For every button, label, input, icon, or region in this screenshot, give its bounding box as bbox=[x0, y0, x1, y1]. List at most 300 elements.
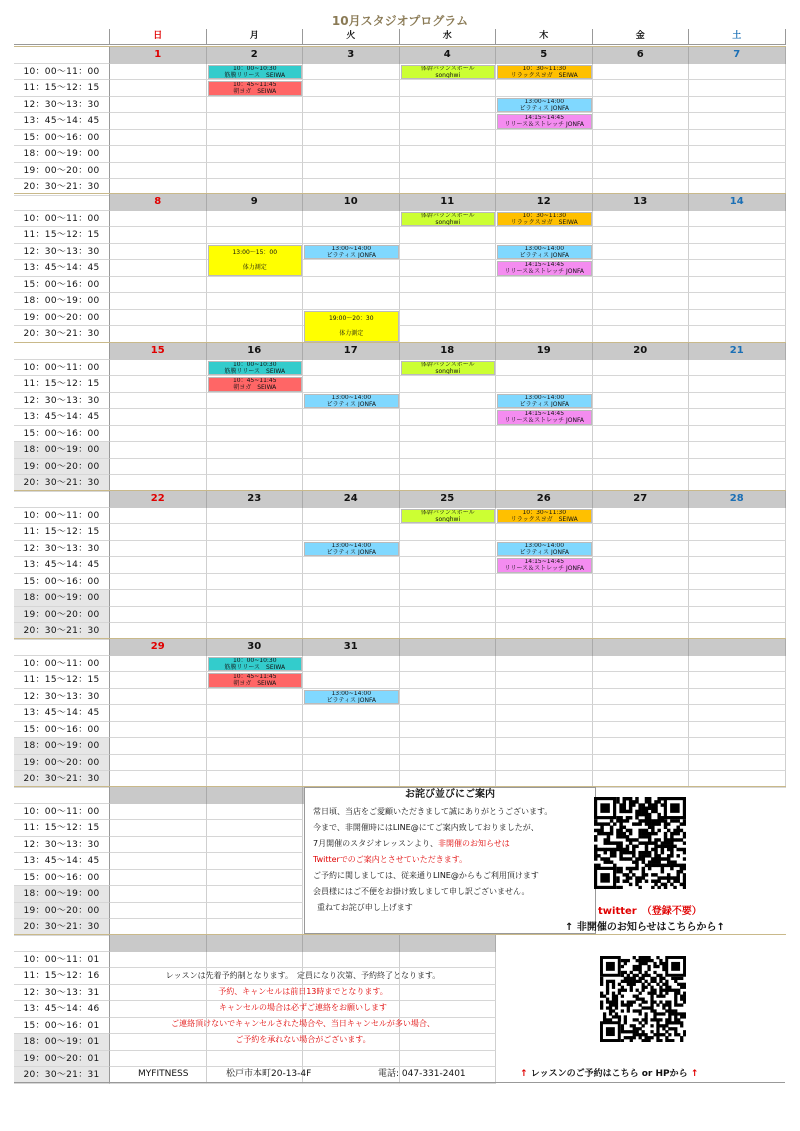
schedule-cell[interactable] bbox=[110, 113, 207, 130]
schedule-cell[interactable] bbox=[689, 227, 786, 244]
schedule-cell[interactable] bbox=[110, 557, 207, 574]
schedule-cell[interactable] bbox=[593, 755, 690, 772]
schedule-cell[interactable] bbox=[110, 80, 207, 97]
time-slot-label: 11：15～12：15 bbox=[14, 820, 110, 837]
schedule-cell[interactable] bbox=[303, 459, 400, 476]
event-line: 13:00~14:00 bbox=[524, 244, 565, 252]
schedule-cell[interactable] bbox=[496, 755, 593, 772]
schedule-cell[interactable] bbox=[400, 260, 497, 277]
schedule-cell[interactable] bbox=[400, 952, 497, 969]
class-event[interactable] bbox=[497, 558, 592, 573]
schedule-cell[interactable] bbox=[303, 97, 400, 114]
schedule-cell[interactable] bbox=[207, 442, 304, 459]
schedule-cell[interactable] bbox=[593, 393, 690, 410]
schedule-cell[interactable] bbox=[110, 508, 207, 525]
schedule-cell[interactable] bbox=[689, 146, 786, 163]
schedule-cell[interactable] bbox=[689, 310, 786, 327]
class-event[interactable] bbox=[497, 114, 592, 129]
schedule-cell[interactable] bbox=[303, 260, 400, 277]
schedule-cell[interactable] bbox=[303, 293, 400, 310]
schedule-cell[interactable] bbox=[593, 409, 690, 426]
schedule-cell[interactable] bbox=[110, 870, 207, 887]
class-event[interactable] bbox=[401, 65, 496, 80]
schedule-cell[interactable] bbox=[400, 755, 497, 772]
schedule-cell[interactable] bbox=[593, 277, 690, 294]
schedule-cell[interactable] bbox=[110, 722, 207, 739]
class-event[interactable] bbox=[208, 657, 303, 672]
schedule-cell[interactable] bbox=[496, 656, 593, 673]
schedule-cell[interactable] bbox=[110, 672, 207, 689]
schedule-cell[interactable] bbox=[593, 574, 690, 591]
schedule-cell[interactable] bbox=[110, 376, 207, 393]
schedule-cell[interactable] bbox=[593, 524, 690, 541]
date-cell: 31 bbox=[303, 639, 400, 656]
schedule-cell[interactable] bbox=[400, 227, 497, 244]
schedule-cell[interactable] bbox=[207, 211, 304, 228]
schedule-cell[interactable] bbox=[689, 376, 786, 393]
schedule-cell[interactable] bbox=[207, 1051, 304, 1068]
time-header-blank bbox=[14, 787, 110, 804]
schedule-cell[interactable] bbox=[303, 442, 400, 459]
schedule-cell[interactable] bbox=[207, 722, 304, 739]
schedule-cell[interactable] bbox=[496, 360, 593, 377]
class-event[interactable] bbox=[497, 65, 592, 80]
schedule-cell[interactable] bbox=[689, 755, 786, 772]
event-line: 朝ヨガ SEIWA bbox=[233, 680, 277, 688]
schedule-cell[interactable] bbox=[207, 804, 304, 821]
schedule-cell[interactable] bbox=[400, 689, 497, 706]
schedule-cell[interactable] bbox=[207, 293, 304, 310]
schedule-cell[interactable] bbox=[689, 590, 786, 607]
event-line: リリース＆ストレッチ JONFA bbox=[504, 121, 585, 129]
schedule-cell[interactable] bbox=[207, 557, 304, 574]
time-slot-label: 10：00～11：00 bbox=[14, 656, 110, 673]
event-line: songhwi bbox=[435, 218, 461, 226]
schedule-cell[interactable] bbox=[689, 508, 786, 525]
schedule-cell[interactable] bbox=[496, 426, 593, 443]
schedule-cell[interactable] bbox=[689, 738, 786, 755]
schedule-cell[interactable] bbox=[207, 459, 304, 476]
date-cell: 6 bbox=[593, 47, 690, 64]
schedule-cell[interactable] bbox=[689, 113, 786, 130]
schedule-cell[interactable] bbox=[303, 722, 400, 739]
schedule-cell[interactable] bbox=[110, 574, 207, 591]
schedule-cell[interactable] bbox=[207, 310, 304, 327]
event-line: ピラティス JONFA bbox=[519, 104, 569, 112]
schedule-cell[interactable] bbox=[110, 853, 207, 870]
class-event[interactable] bbox=[208, 65, 303, 80]
schedule-cell[interactable] bbox=[207, 903, 304, 920]
schedule-cell[interactable] bbox=[593, 426, 690, 443]
schedule-cell[interactable] bbox=[110, 393, 207, 410]
schedule-cell[interactable] bbox=[496, 293, 593, 310]
schedule-cell[interactable] bbox=[593, 557, 690, 574]
schedule-cell[interactable] bbox=[207, 853, 304, 870]
schedule-cell[interactable] bbox=[303, 130, 400, 147]
schedule-cell[interactable] bbox=[110, 738, 207, 755]
schedule-cell[interactable] bbox=[689, 672, 786, 689]
schedule-cell[interactable] bbox=[593, 607, 690, 624]
date-cell bbox=[689, 639, 786, 656]
schedule-cell[interactable] bbox=[110, 426, 207, 443]
schedule-cell[interactable] bbox=[110, 326, 207, 343]
rule-line-3: キャンセルの場合は必ずご連絡をお願いします bbox=[219, 1003, 387, 1012]
class-event[interactable] bbox=[208, 361, 303, 376]
schedule-cell[interactable] bbox=[303, 113, 400, 130]
schedule-cell[interactable] bbox=[689, 211, 786, 228]
schedule-cell[interactable] bbox=[593, 672, 690, 689]
schedule-cell[interactable] bbox=[400, 524, 497, 541]
schedule-cell[interactable] bbox=[207, 738, 304, 755]
schedule-cell[interactable] bbox=[303, 409, 400, 426]
schedule-cell[interactable] bbox=[593, 689, 690, 706]
schedule-cell[interactable] bbox=[496, 376, 593, 393]
schedule-cell[interactable] bbox=[110, 310, 207, 327]
schedule-cell[interactable] bbox=[689, 244, 786, 261]
schedule-cell[interactable] bbox=[400, 409, 497, 426]
schedule-cell[interactable] bbox=[110, 64, 207, 81]
schedule-cell[interactable] bbox=[400, 376, 497, 393]
schedule-cell[interactable] bbox=[496, 442, 593, 459]
schedule-cell[interactable] bbox=[303, 277, 400, 294]
schedule-cell[interactable] bbox=[110, 820, 207, 837]
schedule-cell[interactable] bbox=[207, 886, 304, 903]
schedule-cell[interactable] bbox=[303, 1051, 400, 1068]
class-event[interactable] bbox=[497, 212, 592, 227]
schedule-cell[interactable] bbox=[110, 163, 207, 180]
schedule-cell[interactable] bbox=[593, 293, 690, 310]
schedule-cell[interactable] bbox=[207, 393, 304, 410]
event-line: 13:00～15：00 bbox=[232, 249, 278, 257]
schedule-cell[interactable] bbox=[207, 705, 304, 722]
schedule-cell[interactable] bbox=[207, 607, 304, 624]
rule-line-2: 予約、キャンセルは前日13時までとなります。 bbox=[218, 987, 388, 996]
schedule-cell[interactable] bbox=[207, 163, 304, 180]
schedule-cell[interactable] bbox=[593, 113, 690, 130]
schedule-cell[interactable] bbox=[400, 738, 497, 755]
schedule-cell[interactable] bbox=[400, 672, 497, 689]
schedule-cell[interactable] bbox=[496, 277, 593, 294]
twitter-qr-code[interactable] bbox=[594, 797, 686, 889]
schedule-cell[interactable] bbox=[496, 227, 593, 244]
schedule-cell[interactable] bbox=[689, 459, 786, 476]
schedule-cell[interactable] bbox=[110, 689, 207, 706]
reservation-qr-code[interactable] bbox=[600, 956, 686, 1042]
schedule-cell[interactable] bbox=[593, 310, 690, 327]
class-event[interactable] bbox=[401, 361, 496, 376]
schedule-cell[interactable] bbox=[400, 574, 497, 591]
schedule-cell[interactable] bbox=[593, 360, 690, 377]
notice-line-part: Twitterでのご案内とさせていただきます。 bbox=[313, 855, 468, 864]
schedule-cell[interactable] bbox=[207, 541, 304, 558]
schedule-cell[interactable] bbox=[689, 574, 786, 591]
schedule-cell[interactable] bbox=[303, 738, 400, 755]
time-slot-label: 10：00～11：01 bbox=[14, 952, 110, 969]
schedule-cell[interactable] bbox=[593, 656, 690, 673]
schedule-cell[interactable] bbox=[303, 227, 400, 244]
schedule-cell[interactable] bbox=[303, 952, 400, 969]
schedule-cell[interactable] bbox=[593, 227, 690, 244]
schedule-cell[interactable] bbox=[593, 260, 690, 277]
schedule-cell[interactable] bbox=[303, 360, 400, 377]
schedule-cell[interactable] bbox=[496, 130, 593, 147]
schedule-cell[interactable] bbox=[689, 80, 786, 97]
schedule-cell[interactable] bbox=[303, 574, 400, 591]
schedule-cell[interactable] bbox=[593, 722, 690, 739]
schedule-cell[interactable] bbox=[110, 227, 207, 244]
schedule-cell[interactable] bbox=[207, 755, 304, 772]
schedule-cell[interactable] bbox=[400, 146, 497, 163]
schedule-cell[interactable] bbox=[593, 64, 690, 81]
schedule-cell[interactable] bbox=[689, 705, 786, 722]
schedule-cell[interactable] bbox=[496, 689, 593, 706]
class-event[interactable] bbox=[497, 245, 592, 260]
class-event[interactable] bbox=[208, 81, 303, 96]
schedule-cell[interactable] bbox=[110, 260, 207, 277]
schedule-cell[interactable] bbox=[496, 705, 593, 722]
class-event[interactable] bbox=[304, 311, 399, 342]
schedule-cell[interactable] bbox=[400, 557, 497, 574]
schedule-cell[interactable] bbox=[400, 277, 497, 294]
schedule-cell[interactable] bbox=[593, 211, 690, 228]
schedule-cell[interactable] bbox=[110, 705, 207, 722]
schedule-cell[interactable] bbox=[400, 590, 497, 607]
schedule-cell[interactable] bbox=[110, 524, 207, 541]
event-line: リリース＆ストレッチ JONFA bbox=[504, 565, 585, 573]
schedule-cell[interactable] bbox=[303, 163, 400, 180]
class-event[interactable] bbox=[208, 245, 303, 276]
schedule-cell[interactable] bbox=[689, 524, 786, 541]
schedule-cell[interactable] bbox=[110, 903, 207, 920]
event-line: 13:00~14:00 bbox=[524, 97, 565, 105]
class-event[interactable] bbox=[497, 98, 592, 113]
schedule-cell[interactable] bbox=[303, 426, 400, 443]
class-event[interactable] bbox=[304, 690, 399, 705]
schedule-cell[interactable] bbox=[303, 557, 400, 574]
schedule-cell[interactable] bbox=[400, 163, 497, 180]
schedule-cell[interactable] bbox=[400, 393, 497, 410]
schedule-cell[interactable] bbox=[207, 326, 304, 343]
schedule-cell[interactable] bbox=[303, 705, 400, 722]
schedule-cell[interactable] bbox=[110, 409, 207, 426]
schedule-cell[interactable] bbox=[496, 80, 593, 97]
class-event[interactable] bbox=[304, 542, 399, 557]
schedule-cell[interactable] bbox=[400, 130, 497, 147]
schedule-cell[interactable] bbox=[593, 244, 690, 261]
schedule-cell[interactable] bbox=[400, 459, 497, 476]
schedule-cell[interactable] bbox=[110, 244, 207, 261]
time-slot-label: 12：30～13：30 bbox=[14, 97, 110, 114]
schedule-cell[interactable] bbox=[303, 146, 400, 163]
schedule-cell[interactable] bbox=[207, 820, 304, 837]
schedule-cell[interactable] bbox=[689, 607, 786, 624]
class-event[interactable] bbox=[304, 394, 399, 409]
event-line: 14:15~14:45 bbox=[524, 558, 565, 566]
schedule-cell[interactable] bbox=[593, 442, 690, 459]
schedule-cell[interactable] bbox=[593, 97, 690, 114]
schedule-cell[interactable] bbox=[496, 310, 593, 327]
schedule-cell[interactable] bbox=[207, 870, 304, 887]
class-event[interactable] bbox=[208, 673, 303, 688]
schedule-cell[interactable] bbox=[110, 837, 207, 854]
schedule-cell[interactable] bbox=[400, 326, 497, 343]
schedule-cell[interactable] bbox=[689, 260, 786, 277]
schedule-cell[interactable] bbox=[400, 442, 497, 459]
schedule-cell[interactable] bbox=[207, 524, 304, 541]
schedule-cell[interactable] bbox=[110, 541, 207, 558]
schedule-cell[interactable] bbox=[303, 80, 400, 97]
schedule-cell[interactable] bbox=[110, 360, 207, 377]
schedule-cell[interactable] bbox=[110, 590, 207, 607]
schedule-cell[interactable] bbox=[110, 1051, 207, 1068]
schedule-cell[interactable] bbox=[689, 163, 786, 180]
schedule-cell[interactable] bbox=[207, 574, 304, 591]
schedule-cell[interactable] bbox=[593, 738, 690, 755]
schedule-cell[interactable] bbox=[689, 393, 786, 410]
schedule-cell[interactable] bbox=[110, 952, 207, 969]
schedule-cell[interactable] bbox=[110, 97, 207, 114]
schedule-cell[interactable] bbox=[400, 97, 497, 114]
schedule-cell[interactable] bbox=[593, 326, 690, 343]
schedule-cell[interactable] bbox=[400, 607, 497, 624]
schedule-cell[interactable] bbox=[496, 607, 593, 624]
schedule-cell[interactable] bbox=[689, 541, 786, 558]
schedule-cell[interactable] bbox=[207, 113, 304, 130]
schedule-cell[interactable] bbox=[689, 293, 786, 310]
schedule-cell[interactable] bbox=[593, 146, 690, 163]
schedule-cell[interactable] bbox=[400, 705, 497, 722]
date-cell: 14 bbox=[689, 194, 786, 211]
schedule-cell[interactable] bbox=[496, 524, 593, 541]
schedule-cell[interactable] bbox=[689, 360, 786, 377]
schedule-cell[interactable] bbox=[110, 146, 207, 163]
time-slot-label: 20：30～21：30 bbox=[14, 623, 110, 640]
event-line: ピラティス JONFA bbox=[326, 548, 376, 556]
schedule-cell[interactable] bbox=[689, 97, 786, 114]
schedule-cell[interactable] bbox=[303, 64, 400, 81]
schedule-cell[interactable] bbox=[689, 326, 786, 343]
schedule-cell[interactable] bbox=[496, 326, 593, 343]
schedule-cell[interactable] bbox=[689, 722, 786, 739]
schedule-cell[interactable] bbox=[496, 672, 593, 689]
schedule-cell[interactable] bbox=[303, 211, 400, 228]
schedule-cell[interactable] bbox=[400, 293, 497, 310]
schedule-cell[interactable] bbox=[400, 541, 497, 558]
schedule-cell[interactable] bbox=[689, 426, 786, 443]
schedule-cell[interactable] bbox=[110, 656, 207, 673]
schedule-cell[interactable] bbox=[400, 426, 497, 443]
class-event[interactable] bbox=[497, 509, 592, 524]
schedule-cell[interactable] bbox=[207, 130, 304, 147]
schedule-cell[interactable] bbox=[110, 277, 207, 294]
schedule-cell[interactable] bbox=[207, 409, 304, 426]
schedule-cell[interactable] bbox=[593, 590, 690, 607]
schedule-cell[interactable] bbox=[496, 590, 593, 607]
schedule-cell[interactable] bbox=[207, 227, 304, 244]
schedule-cell[interactable] bbox=[303, 755, 400, 772]
class-event[interactable] bbox=[497, 542, 592, 557]
schedule-cell[interactable] bbox=[593, 459, 690, 476]
schedule-cell[interactable] bbox=[207, 952, 304, 969]
schedule-cell[interactable] bbox=[593, 541, 690, 558]
schedule-cell[interactable] bbox=[689, 409, 786, 426]
schedule-cell[interactable] bbox=[110, 293, 207, 310]
class-event[interactable] bbox=[497, 410, 592, 425]
schedule-cell[interactable] bbox=[496, 738, 593, 755]
schedule-cell[interactable] bbox=[593, 163, 690, 180]
schedule-cell[interactable] bbox=[110, 755, 207, 772]
schedule-cell[interactable] bbox=[496, 574, 593, 591]
schedule-cell[interactable] bbox=[110, 459, 207, 476]
class-event[interactable] bbox=[497, 261, 592, 276]
schedule-cell[interactable] bbox=[303, 607, 400, 624]
schedule-cell[interactable] bbox=[689, 277, 786, 294]
schedule-cell[interactable] bbox=[207, 689, 304, 706]
class-event[interactable] bbox=[401, 509, 496, 524]
schedule-cell[interactable] bbox=[689, 442, 786, 459]
schedule-cell[interactable] bbox=[593, 705, 690, 722]
schedule-cell[interactable] bbox=[400, 1051, 497, 1068]
schedule-cell[interactable] bbox=[110, 211, 207, 228]
schedule-cell[interactable] bbox=[400, 722, 497, 739]
schedule-cell[interactable] bbox=[303, 508, 400, 525]
class-event[interactable] bbox=[401, 212, 496, 227]
schedule-cell[interactable] bbox=[110, 442, 207, 459]
time-slot-label: 10：00～11：00 bbox=[14, 360, 110, 377]
schedule-cell[interactable] bbox=[207, 590, 304, 607]
schedule-cell[interactable] bbox=[207, 97, 304, 114]
schedule-cell[interactable] bbox=[303, 376, 400, 393]
schedule-cell[interactable] bbox=[207, 426, 304, 443]
class-event[interactable] bbox=[208, 377, 303, 392]
schedule-cell[interactable] bbox=[207, 146, 304, 163]
schedule-cell[interactable] bbox=[689, 130, 786, 147]
schedule-cell[interactable] bbox=[593, 130, 690, 147]
schedule-cell[interactable] bbox=[496, 459, 593, 476]
schedule-cell[interactable] bbox=[400, 310, 497, 327]
class-event[interactable] bbox=[304, 245, 399, 260]
event-line: 体幹バランスボール bbox=[420, 211, 475, 219]
date-cell: 11 bbox=[400, 194, 497, 211]
schedule-cell[interactable] bbox=[400, 656, 497, 673]
schedule-cell[interactable] bbox=[303, 656, 400, 673]
schedule-cell[interactable] bbox=[303, 590, 400, 607]
class-event[interactable] bbox=[497, 394, 592, 409]
schedule-cell[interactable] bbox=[110, 130, 207, 147]
schedule-cell[interactable] bbox=[689, 656, 786, 673]
schedule-cell[interactable] bbox=[400, 113, 497, 130]
schedule-cell[interactable] bbox=[496, 146, 593, 163]
schedule-cell[interactable] bbox=[593, 80, 690, 97]
schedule-cell[interactable] bbox=[303, 672, 400, 689]
schedule-cell[interactable] bbox=[303, 524, 400, 541]
schedule-cell[interactable] bbox=[496, 163, 593, 180]
schedule-cell[interactable] bbox=[400, 244, 497, 261]
schedule-cell[interactable] bbox=[207, 837, 304, 854]
schedule-cell[interactable] bbox=[110, 886, 207, 903]
schedule-cell[interactable] bbox=[496, 722, 593, 739]
schedule-cell[interactable] bbox=[110, 607, 207, 624]
schedule-cell[interactable] bbox=[593, 508, 690, 525]
schedule-cell[interactable] bbox=[400, 80, 497, 97]
schedule-cell[interactable] bbox=[593, 376, 690, 393]
schedule-cell[interactable] bbox=[207, 508, 304, 525]
schedule-cell[interactable] bbox=[207, 277, 304, 294]
schedule-cell[interactable] bbox=[689, 557, 786, 574]
schedule-cell[interactable] bbox=[110, 804, 207, 821]
schedule-cell[interactable] bbox=[689, 64, 786, 81]
schedule-cell[interactable] bbox=[689, 689, 786, 706]
